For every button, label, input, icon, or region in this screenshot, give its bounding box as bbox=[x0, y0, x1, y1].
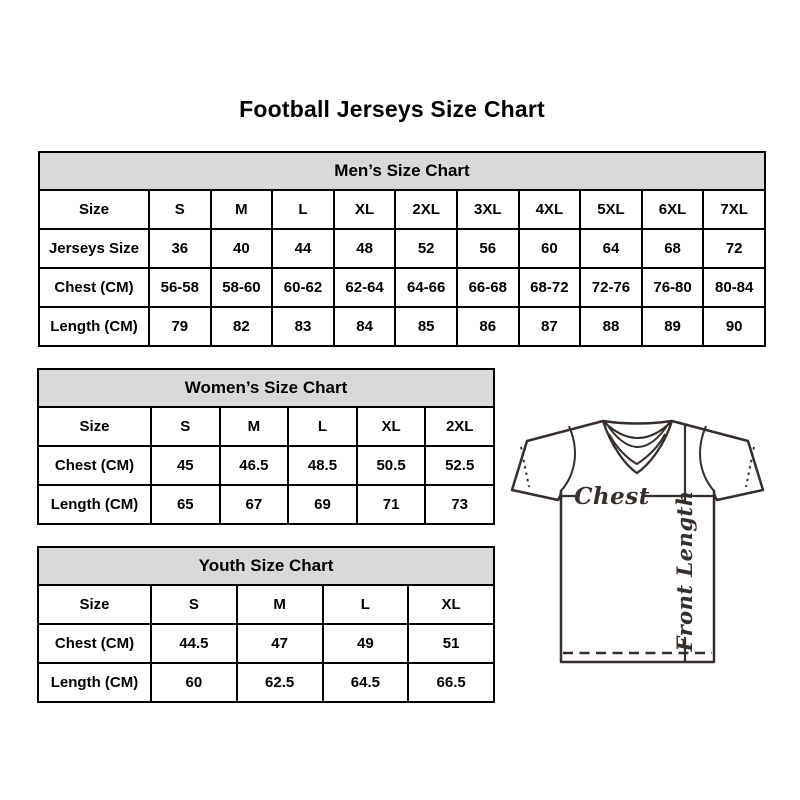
womens-size-table bbox=[37, 368, 495, 525]
youth-table-title: Youth Size Chart bbox=[38, 547, 494, 585]
jersey-diagram bbox=[498, 402, 790, 674]
cell: 64-66 bbox=[395, 268, 457, 307]
cell: 4XL bbox=[519, 190, 581, 229]
row-label: Chest (CM) bbox=[38, 624, 151, 663]
row-label: Length (CM) bbox=[38, 663, 151, 702]
cell: 88 bbox=[580, 307, 642, 346]
cell: 68-72 bbox=[519, 268, 581, 307]
cell: 40 bbox=[211, 229, 273, 268]
cell: 51 bbox=[408, 624, 494, 663]
cell: 64 bbox=[580, 229, 642, 268]
table-row bbox=[39, 190, 765, 229]
cell: XL bbox=[334, 190, 396, 229]
cell: M bbox=[220, 407, 289, 446]
cell: M bbox=[237, 585, 323, 624]
cell: 47 bbox=[237, 624, 323, 663]
cell: 2XL bbox=[425, 407, 494, 446]
cell: 3XL bbox=[457, 190, 519, 229]
chest-label: Chest bbox=[574, 483, 650, 510]
table-row bbox=[38, 446, 494, 485]
cell: 62-64 bbox=[334, 268, 396, 307]
cell: M bbox=[211, 190, 273, 229]
row-label: Jerseys Size bbox=[39, 229, 149, 268]
cell: 45 bbox=[151, 446, 220, 485]
cell: 44.5 bbox=[151, 624, 237, 663]
cell: 44 bbox=[272, 229, 334, 268]
page-title: Football Jerseys Size Chart bbox=[239, 96, 545, 122]
cell: 72 bbox=[703, 229, 765, 268]
table-row bbox=[38, 485, 494, 524]
youth-size-table bbox=[37, 546, 495, 703]
cell: 66-68 bbox=[457, 268, 519, 307]
cell: S bbox=[151, 585, 237, 624]
row-label: Chest (CM) bbox=[38, 446, 151, 485]
row-label: Chest (CM) bbox=[39, 268, 149, 307]
mens-table-title: Men’s Size Chart bbox=[39, 152, 765, 190]
cell: 2XL bbox=[395, 190, 457, 229]
table-row bbox=[38, 624, 494, 663]
cell: 71 bbox=[357, 485, 426, 524]
table-row bbox=[38, 663, 494, 702]
mens-size-table bbox=[38, 151, 766, 347]
cell: 79 bbox=[149, 307, 211, 346]
cell: 49 bbox=[323, 624, 409, 663]
cell: 76-80 bbox=[642, 268, 704, 307]
right-sleeve-seam bbox=[700, 426, 714, 491]
row-label: Size bbox=[38, 407, 151, 446]
cell: 89 bbox=[642, 307, 704, 346]
cell: 82 bbox=[211, 307, 273, 346]
cell: 56-58 bbox=[149, 268, 211, 307]
jersey-outline bbox=[512, 421, 763, 662]
left-sleeve-seam bbox=[561, 426, 575, 491]
row-label: Size bbox=[38, 585, 151, 624]
cell: 87 bbox=[519, 307, 581, 346]
cell: 80-84 bbox=[703, 268, 765, 307]
row-label: Size bbox=[39, 190, 149, 229]
cell: 62.5 bbox=[237, 663, 323, 702]
cell: 48.5 bbox=[288, 446, 357, 485]
cell: L bbox=[288, 407, 357, 446]
row-label: Length (CM) bbox=[39, 307, 149, 346]
front-length-label: Front Length bbox=[672, 490, 697, 652]
cell: 50.5 bbox=[357, 446, 426, 485]
cell: 7XL bbox=[703, 190, 765, 229]
cell: 60-62 bbox=[272, 268, 334, 307]
cell: 5XL bbox=[580, 190, 642, 229]
womens-table-title: Women’s Size Chart bbox=[38, 369, 494, 407]
cell: 60 bbox=[151, 663, 237, 702]
cell: 56 bbox=[457, 229, 519, 268]
cell: 83 bbox=[272, 307, 334, 346]
cell: L bbox=[272, 190, 334, 229]
cell: 65 bbox=[151, 485, 220, 524]
cell: 72-76 bbox=[580, 268, 642, 307]
cell: 67 bbox=[220, 485, 289, 524]
table-row bbox=[39, 307, 765, 346]
table-row bbox=[39, 268, 765, 307]
cell: XL bbox=[408, 585, 494, 624]
cell: 86 bbox=[457, 307, 519, 346]
cell: XL bbox=[357, 407, 426, 446]
cell: 36 bbox=[149, 229, 211, 268]
cell: 69 bbox=[288, 485, 357, 524]
cell: 58-60 bbox=[211, 268, 273, 307]
table-row bbox=[38, 369, 494, 407]
cell: 66.5 bbox=[408, 663, 494, 702]
table-row bbox=[39, 229, 765, 268]
cell: S bbox=[151, 407, 220, 446]
table-row bbox=[38, 407, 494, 446]
cell: 64.5 bbox=[323, 663, 409, 702]
row-label: Length (CM) bbox=[38, 485, 151, 524]
cell: 84 bbox=[334, 307, 396, 346]
table-row bbox=[38, 547, 494, 585]
cell: 46.5 bbox=[220, 446, 289, 485]
table-row bbox=[39, 152, 765, 190]
cell: 6XL bbox=[642, 190, 704, 229]
cell: 68 bbox=[642, 229, 704, 268]
cell: S bbox=[149, 190, 211, 229]
cell: 48 bbox=[334, 229, 396, 268]
cell: L bbox=[323, 585, 409, 624]
cell: 52 bbox=[395, 229, 457, 268]
cell: 60 bbox=[519, 229, 581, 268]
cell: 90 bbox=[703, 307, 765, 346]
table-row bbox=[38, 585, 494, 624]
cell: 52.5 bbox=[425, 446, 494, 485]
cell: 85 bbox=[395, 307, 457, 346]
cell: 73 bbox=[425, 485, 494, 524]
